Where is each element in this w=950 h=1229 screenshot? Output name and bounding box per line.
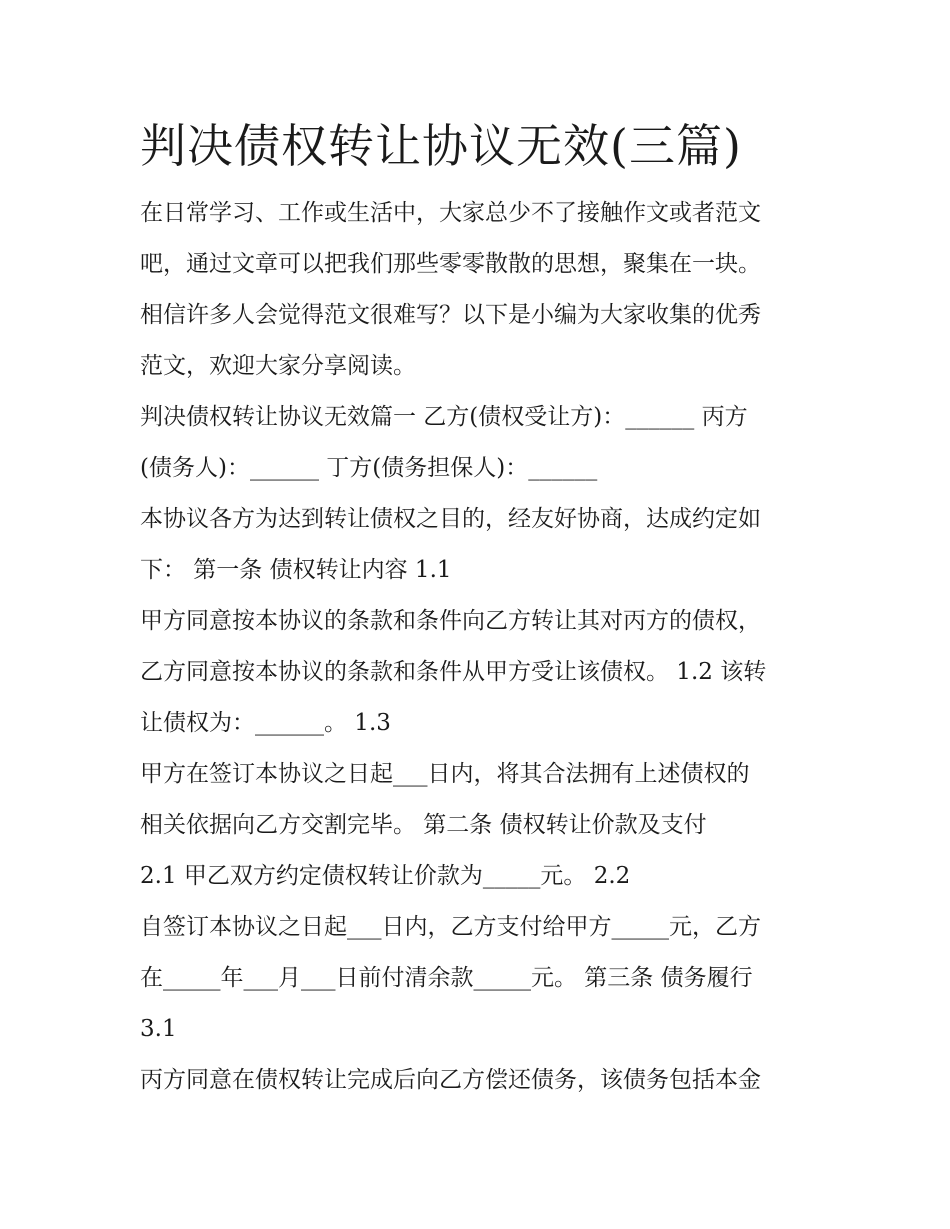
body-line: 吧，通过文章可以把我们那些零零散散的思想，聚集在一块。 <box>140 251 761 277</box>
body-line: 本协议各方为达到转让债权之目的，经友好协商，达成约定如 <box>140 506 761 532</box>
body-line: 在_____年___月___日前付清余款_____元。 第三条 债务履行 <box>140 965 753 991</box>
body-line: 3.1 <box>140 1016 177 1042</box>
body-line: 相信许多人会觉得范文很难写？以下是小编为大家收集的优秀 <box>140 302 761 328</box>
document-page <box>140 110 820 1106</box>
body-line: 乙方同意按本协议的条款和条件从甲方受让该债权。 1.2 该转 <box>140 659 767 685</box>
body-line: 甲方在签订本协议之日起___日内，将其合法拥有上述债权的 <box>140 761 750 787</box>
document-title: 判决债权转让协议无效(三篇) <box>140 119 742 173</box>
document-body <box>140 188 820 1106</box>
body-line: 判决债权转让协议无效篇一 乙方(债权受让方)：______ 丙方 <box>140 404 748 430</box>
body-line: 丙方同意在债权转让完成后向乙方偿还债务，该债务包括本金 <box>140 1067 761 1093</box>
body-line: 2.1 甲乙双方约定债权转让价款为_____元。 2.2 <box>140 863 631 889</box>
body-line: 下： 第一条 债权转让内容 1.1 <box>140 557 452 583</box>
body-line: 甲方同意按本协议的条款和条件向乙方转让其对丙方的债权， <box>140 608 761 634</box>
body-line: (债务人)：______ 丁方(债务担保人)：______ <box>140 455 598 481</box>
body-line: 自签订本协议之日起___日内，乙方支付给甲方_____元，乙方 <box>140 914 761 940</box>
body-line: 相关依据向乙方交割完毕。 第二条 债权转让价款及支付 <box>140 812 707 838</box>
body-line: 让债权为：______。 1.3 <box>140 710 391 736</box>
body-line: 范文，欢迎大家分享阅读。 <box>140 353 416 379</box>
body-line: 在日常学习、工作或生活中，大家总少不了接触作文或者范文 <box>140 200 761 226</box>
